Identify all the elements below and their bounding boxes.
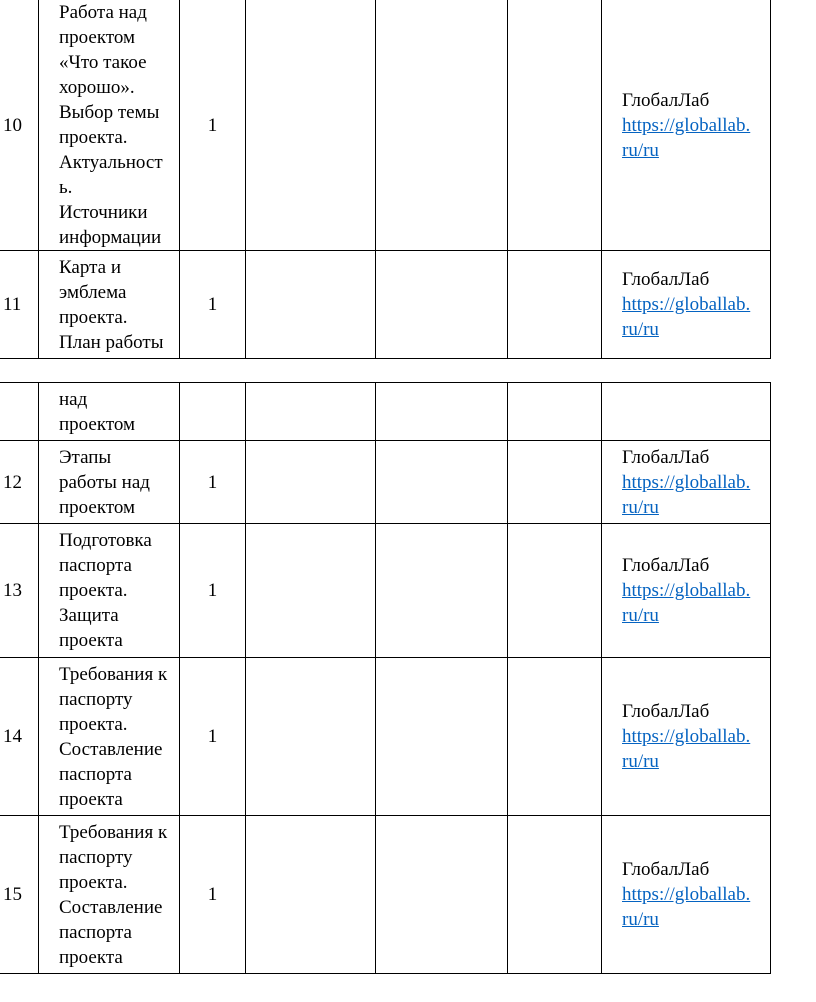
lesson-number: 14 <box>0 658 39 816</box>
lesson-hours: 1 <box>180 658 246 816</box>
empty-cell <box>376 524 508 658</box>
empty-cell <box>376 441 508 524</box>
lesson-title: Требования к паспорту проекта. Составление паспорта проекта <box>39 658 180 816</box>
resource-name: ГлобалЛаб <box>622 446 710 468</box>
lesson-hours: 1 <box>180 441 246 524</box>
empty-cell <box>246 658 376 816</box>
resource-name: ГлобалЛаб <box>622 859 710 880</box>
empty-cell <box>376 0 508 251</box>
empty-cell <box>376 658 508 816</box>
lesson-title-continuation: над проектом <box>39 383 180 441</box>
lesson-title: Требования к паспорту проекта. Составление паспорта проекта <box>39 816 180 974</box>
lesson-hours: 1 <box>180 816 246 974</box>
table-row <box>0 658 771 816</box>
empty-cell <box>508 816 602 974</box>
lesson-number: 13 <box>0 524 39 658</box>
lesson-number: 12 <box>0 441 39 524</box>
table-row <box>0 524 771 658</box>
empty-cell <box>246 0 376 251</box>
lesson-title: Подготовка паспорта проекта. Защита проекта <box>39 524 180 658</box>
empty-cell <box>376 816 508 974</box>
lesson-title: Этапы работы над проектом <box>39 441 180 524</box>
table-row <box>0 0 771 251</box>
lesson-title: Карта и эмблема проекта. План работы <box>39 251 180 359</box>
empty-cell <box>508 524 602 658</box>
resource-link[interactable]: https://globallab. ru/ru <box>622 471 751 518</box>
table-row <box>0 441 771 524</box>
lesson-hours: 1 <box>180 524 246 658</box>
lesson-hours <box>180 383 246 441</box>
lesson-number: 11 <box>0 251 39 359</box>
resource-cell <box>602 441 771 524</box>
lesson-number <box>0 383 39 441</box>
resource-link[interactable]: https://globallab. ru/ru <box>622 114 751 161</box>
empty-cell <box>376 383 508 441</box>
lesson-title: Работа над проектом «Что такое хорошо». Выбор темы проекта. Актуальност ь. Источники информации <box>39 0 180 251</box>
resource-cell <box>602 0 771 251</box>
resource-name: ГлобалЛаб <box>622 701 710 722</box>
table-row <box>0 383 771 441</box>
empty-cell <box>246 524 376 658</box>
empty-cell <box>508 441 602 524</box>
resource-cell <box>602 816 771 974</box>
resource-link[interactable]: https://globallab. ru/ru <box>622 580 751 626</box>
resource-name: ГлобалЛаб <box>622 89 710 111</box>
table-row <box>0 251 771 359</box>
empty-cell <box>246 441 376 524</box>
resource-cell <box>602 524 771 658</box>
empty-cell <box>508 383 602 441</box>
resource-link[interactable]: https://globallab. ru/ru <box>622 884 751 930</box>
resource-link[interactable]: https://globallab. ru/ru <box>622 294 751 340</box>
resource-name: ГлобалЛаб <box>622 269 710 290</box>
table-row <box>0 816 771 974</box>
empty-cell <box>246 816 376 974</box>
lesson-hours: 1 <box>180 0 246 251</box>
empty-cell <box>508 0 602 251</box>
resource-cell <box>602 658 771 816</box>
resource-link[interactable]: https://globallab. ru/ru <box>622 726 751 772</box>
resource-cell <box>602 251 771 359</box>
lesson-number: 10 <box>0 0 39 251</box>
lesson-table-part1 <box>0 0 771 359</box>
empty-cell <box>376 251 508 359</box>
empty-cell <box>508 658 602 816</box>
lesson-number: 15 <box>0 816 39 974</box>
empty-cell <box>246 383 376 441</box>
resource-cell <box>602 383 771 441</box>
lesson-hours: 1 <box>180 251 246 359</box>
lesson-table-part2 <box>0 382 771 974</box>
empty-cell <box>246 251 376 359</box>
resource-name: ГлобалЛаб <box>622 555 710 576</box>
empty-cell <box>508 251 602 359</box>
